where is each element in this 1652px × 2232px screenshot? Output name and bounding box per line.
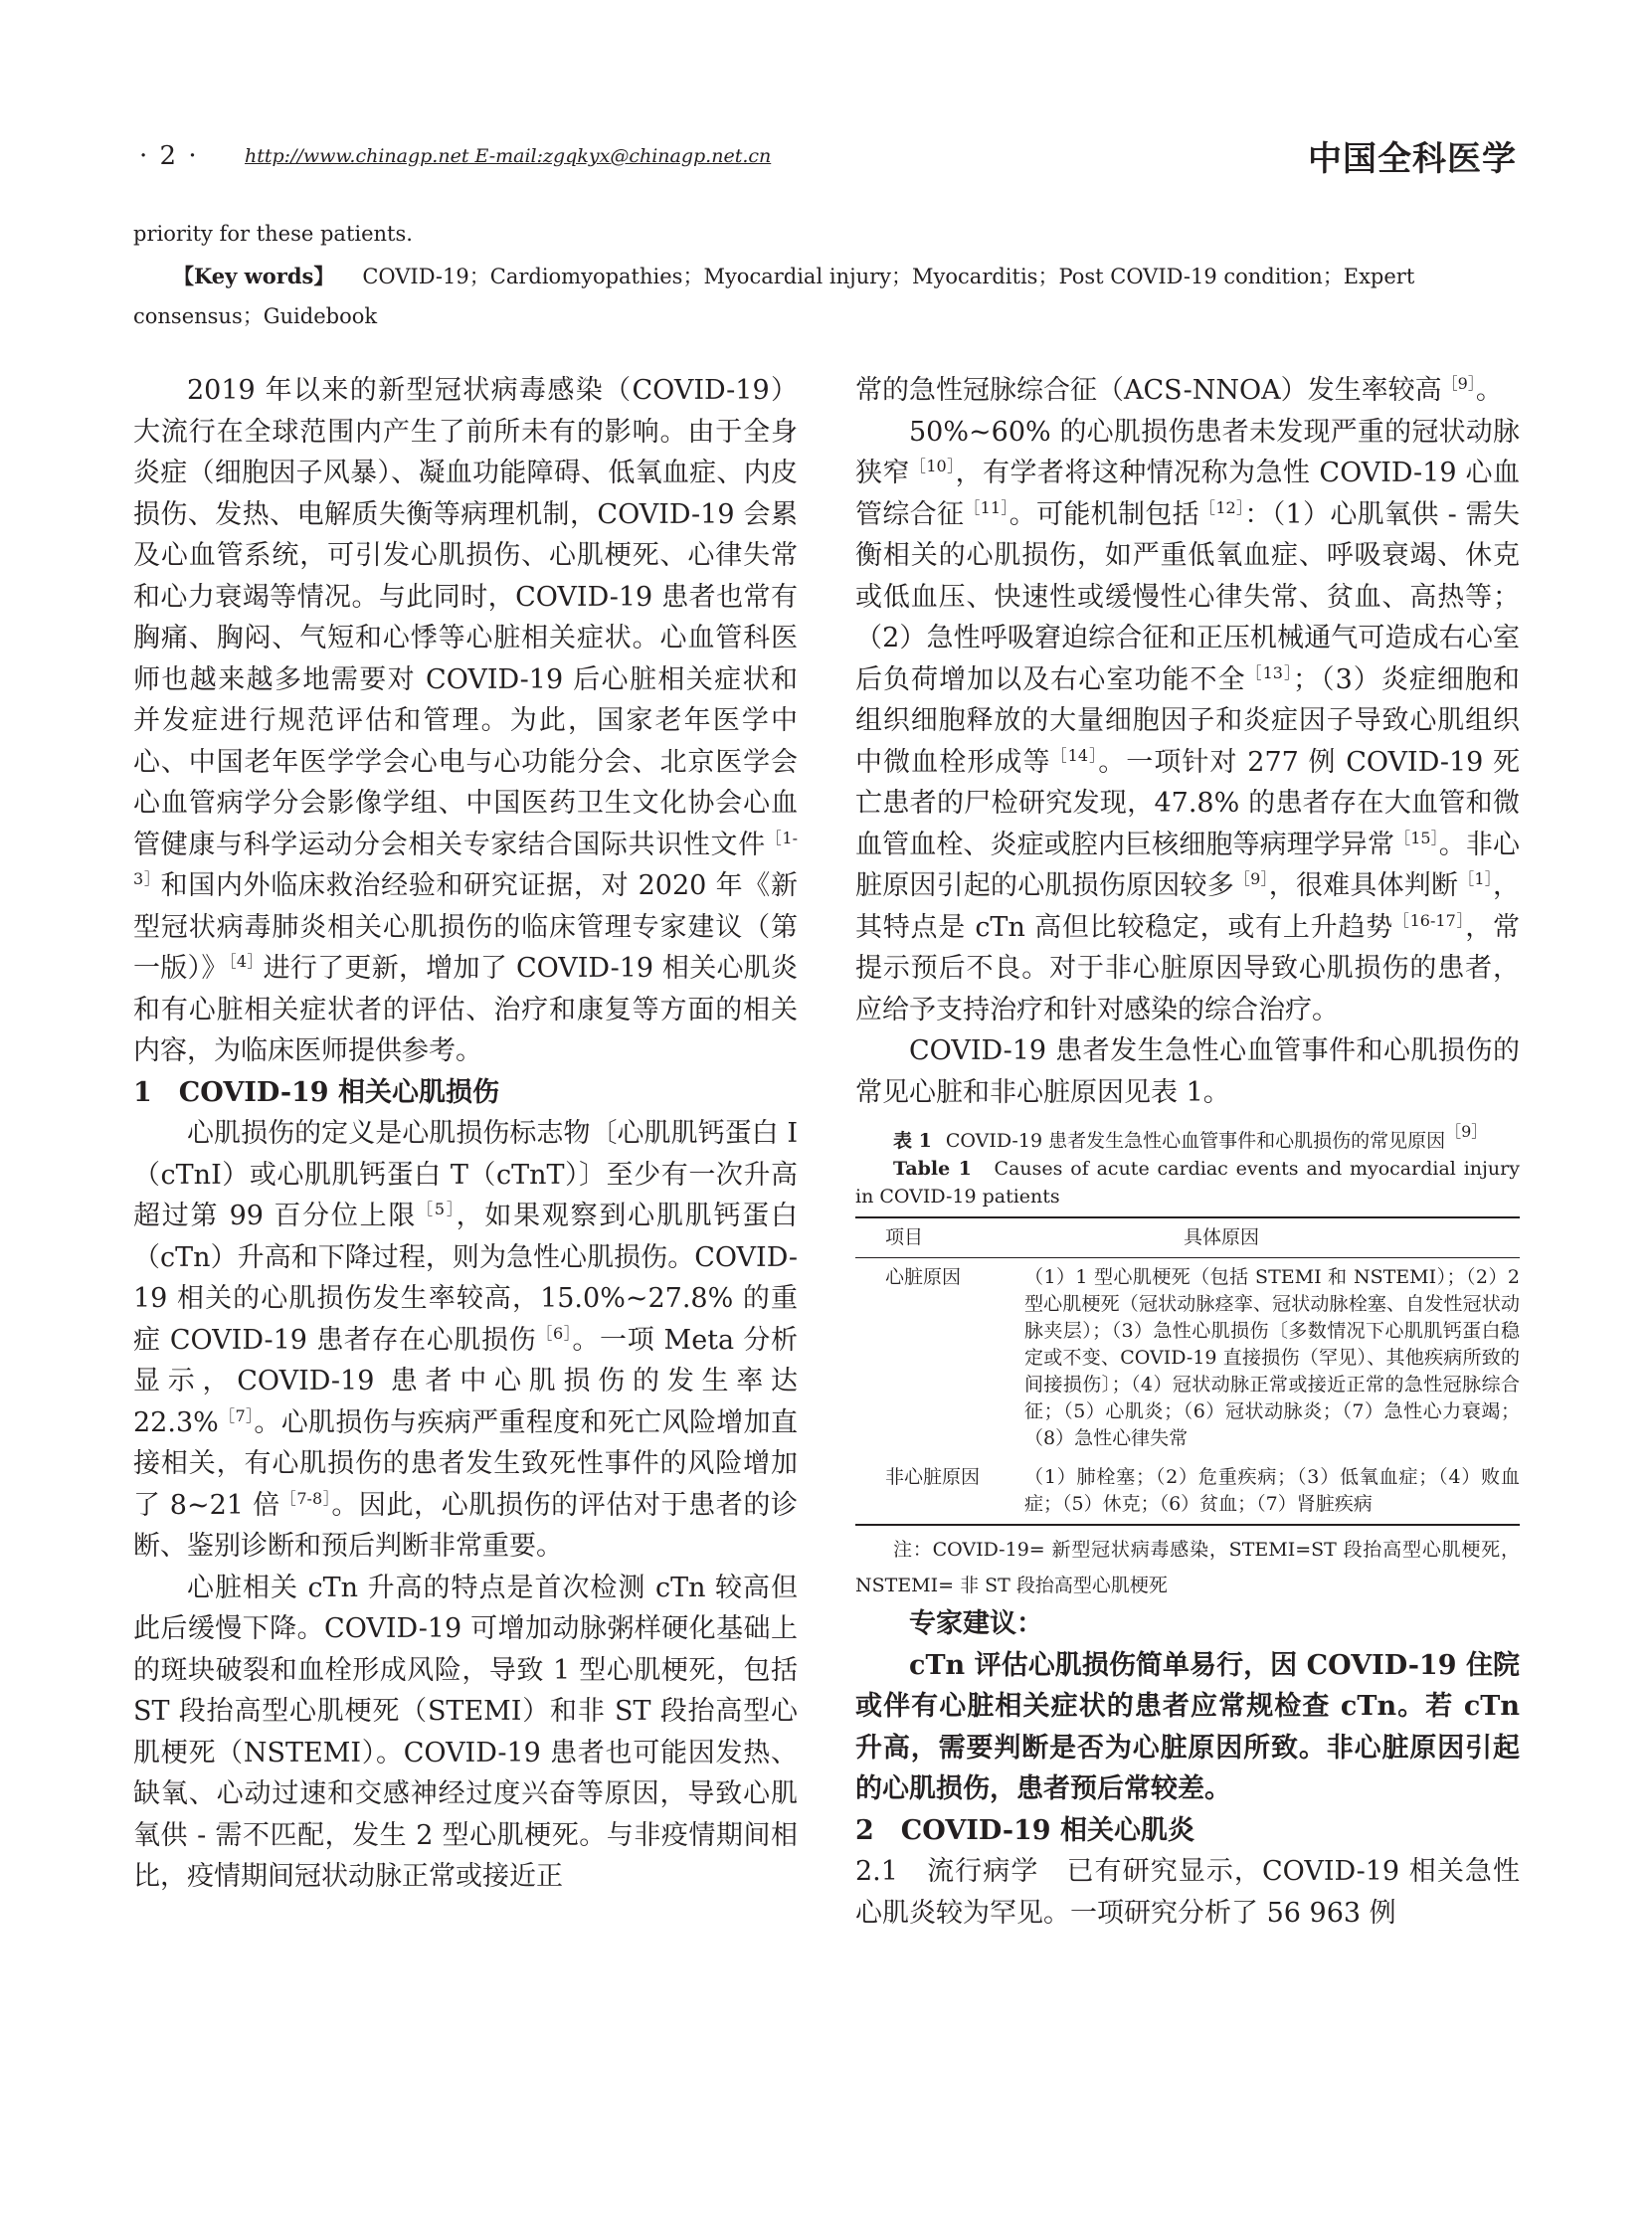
causes-table xyxy=(855,1216,1520,1526)
intro-paragraph: 2019 年以来的新型冠状病毒感染（COVID-19）大流行在全球范围内产生了前所未有的影响。由于全身炎症（细胞因子风暴）、凝血功能障碍、低氧血症、内皮损伤、发热、电解质失衡等病理机制，COVID-19 会累及心血管系统，可引发心肌损伤、心肌梗死、心律失常和心力衰竭等情况。与此同时，COVID-19 患者也常有胸痛、胸闷、气短和心悸等心脏相关症状。心血管科医师也越来越多地需要对 COVID-19 后心脏相关症状和并发症进行规范评估和管理。为此，国家老年医学中心、中国老年医学学会心电与心功能分会、北京医学会心血管病学分会影像学组、中国医药卫生文化协会心血管健康与科学运动分会相关专家结合国际共识性文件$^{[1-3]}$和国内外临床救治经验和研究证据，对 2020 年《新型冠状病毒肺炎相关心肌损伤的临床管理专家建议（第一版）》$^{[4]}$进行了更新，增加了 COVID-19 相关心肌炎和有心脏相关症状者的评估、治疗和康复等方面的相关内容，为临床医师提供参考。 xyxy=(133,375,799,1066)
citation: ［15］ xyxy=(1394,828,1439,847)
body-paragraph: 心脏相关 cTn 升高的特点是首次检测 cTn 较高但此后缓慢下降。COVID-19 可增加动脉粥样硬化基础上的斑块破裂和血栓形成风险，导致 1 型心肌梗死，包括 ST 段抬高型心肌梗死（STEMI）和非 ST 段抬高型心肌梗死（NSTEMI）。COVID-19 患者也可能因发热、缺氧、心动过速和交感神经过度兴奋等原因，导致心肌氧供 - 需不匹配，发生 2 型心肌梗死。与非疫情期间相比，疫情期间冠状动脉正常或接近正 xyxy=(133,1572,798,1892)
column-header-cause: 具体原因 xyxy=(1024,1217,1520,1258)
citation: ［5］ xyxy=(417,1200,457,1218)
body-paragraph: 2.1 流行病学 已有研究显示，COVID-19 相关急性心肌炎较为罕见。一项研究分析了 56 963 例 xyxy=(855,1856,1520,1929)
right-column xyxy=(855,370,1520,1934)
citation: ［10］ xyxy=(909,457,956,475)
table-caption-en: Table 1 Causes of acute cardiac events and myocardial injury in COVID-19 patients xyxy=(855,1158,1520,1208)
citation: ［6］ xyxy=(536,1323,573,1343)
citation: ［16-17］ xyxy=(1392,910,1466,930)
table-row xyxy=(855,1458,1520,1525)
citation: ［9］ xyxy=(1445,1122,1488,1141)
citation: ［14］ xyxy=(1050,745,1099,765)
abstract-tail: priority for these patients. xyxy=(133,222,413,246)
table-caption-cn: 表 1 COVID-19 患者发生急性心血管事件和心肌损伤的常见原因$^{[9]}$ xyxy=(893,1122,1488,1152)
keywords-label: 【Key words】 xyxy=(173,264,335,288)
table-header-row xyxy=(855,1217,1520,1258)
keywords xyxy=(133,257,1521,336)
citation: ［4］ xyxy=(228,952,264,971)
table-cell-item: 非心脏原因 xyxy=(855,1458,1024,1525)
table-cell-cause: （1）肺栓塞；（2）危重疾病；（3）低氧血症；（4）败血症；（5）休克；（6）贫血；（7）肾脏疾病 xyxy=(1024,1458,1520,1525)
body-paragraph: 常的急性冠脉综合征（ACS-NNOA）发生率较高$^{[9]}$。 xyxy=(855,374,1503,406)
body-paragraph: COVID-19 患者发生急性心血管事件和心肌损伤的常见心脏和非心脏原因见表 1。 xyxy=(855,1035,1520,1108)
citation: ［9］ xyxy=(1441,374,1476,393)
journal-name: 中国全科医学 xyxy=(1308,139,1517,179)
citation: ［1-3］ xyxy=(133,828,798,888)
table-row xyxy=(855,1258,1520,1459)
citation: ［1］ xyxy=(1458,869,1494,888)
table-1 xyxy=(855,1122,1520,1603)
column-header-item: 项目 xyxy=(855,1217,1024,1258)
expert-recommendation-title: 专家建议： xyxy=(909,1608,1043,1639)
expert-recommendation-text: cTn 评估心肌损伤简单易行，因 COVID-19 住院或伴有心脏相关症状的患者应常规检查 cTn。若 cTn 升高，需要判断是否为心脏原因所致。非心脏原因引起的心肌损伤，患者预后常较差。 xyxy=(855,1649,1520,1804)
page-header xyxy=(139,135,1517,179)
citation: ［9］ xyxy=(1233,869,1269,888)
section-heading-1: 1 COVID-19 相关心肌损伤 xyxy=(133,1076,499,1108)
page-number: · 2 · xyxy=(139,141,199,171)
table-cell-cause: （1）1 型心肌梗死（包括 STEMI 和 NSTEMI）；（2）2 型心肌梗死（冠状动脉痉挛、冠状动脉栓塞、自发性冠状动脉夹层）；（3）急性心肌损伤〔多数情况下心肌肌钙蛋白稳定或不变、COVID-19 直接损伤（罕见）、其他疾病所致的间接损伤〕；（4）冠状动脉正常或接近正常的急性冠脉综合征；（5）心肌炎；（6）冠状动脉炎；（7）急性心力衰竭；（8）急性心律失常 xyxy=(1024,1266,1520,1449)
body-paragraph: 心肌损伤的定义是心肌损伤标志物〔心肌肌钙蛋白 I（cTnI）或心肌肌钙蛋白 T（cTnT）〕至少有一次升高超过第 99 百分位上限$^{[5]}$，如果观察到心肌肌钙蛋白（cTn）升高和下降过程，则为急性心肌损伤。COVID-19 相关的心肌损伤发生率较高，15.0%~27.8% 的重症 COVID-19 患者存在心肌损伤$^{[6]}$。一项 Meta 分析显示，COVID-19 患者中心肌损伤的发生率达 22.3%$^{[7]}$。心肌损伤与疾病严重程度和死亡风险增加直接相关，有心肌损伤的患者发生致死性事件的风险增加了 8~21 倍$^{[7-8]}$。因此，心肌损伤的评估对于患者的诊断、鉴别诊断和预后判断非常重要。 xyxy=(133,1118,798,1562)
left-column xyxy=(133,370,798,1898)
citation: ［7-8］ xyxy=(279,1488,332,1508)
table-note: 注：COVID-19= 新型冠状病毒感染，STEMI=ST 段抬高型心肌梗死，NSTEMI= 非 ST 段抬高型心肌梗死 xyxy=(855,1539,1520,1596)
section-heading-2: 2 COVID-19 相关心肌炎 xyxy=(855,1814,1194,1846)
citation: ［11］ xyxy=(964,497,1010,517)
citation: ［13］ xyxy=(1245,662,1294,682)
citation: ［7］ xyxy=(218,1405,255,1425)
table-cell-item: 心脏原因 xyxy=(885,1266,962,1288)
citation: ［12］ xyxy=(1199,497,1245,517)
body-paragraph: 50%~60% 的心肌损伤患者未发现严重的冠状动脉狭窄$^{[10]}$，有学者将这种情况称为急性 COVID-19 心血管综合征$^{[11]}$。可能机制包括$^{[12]}$：（1）心肌氧供 - 需失衡相关的心肌损伤，如严重低氧血症、呼吸衰竭、休克或低血压、快速性或缓慢性心律失常、贫血、高热等；（2）急性呼吸窘迫综合征和正压机械通气可造成右心室后负荷增加以及右心室功能不全$^{[13]}$；（3）炎症细胞和组织细胞释放的大量细胞因子和炎症因子导致心肌组织中微血栓形成等$^{[14]}$。一项针对 277 例 COVID-19 死亡患者的尸检研究发现，47.8% 的患者存在大血管和微血管血栓、炎症或腔内巨核细胞等病理学异常$^{[15]}$。非心脏原因引起的心肌损伤原因较多$^{[9]}$，很难具体判断$^{[1]}$，其特点是 cTn 高但比较稳定，或有上升趋势$^{[16-17]}$，常提示预后不良。对于非心脏原因导致心肌损伤的患者，应给予支持治疗和针对感染的综合治疗。 xyxy=(855,416,1521,1025)
keywords-text: COVID-19；Cardiomyopathies；Myocardial injury；Myocarditis；Post COVID-19 condition；Expert consensus；Guidebook xyxy=(133,265,1415,328)
journal-url-line[interactable]: http://www.chinagp.net E-mail:zgqkyx@chinagp.net.cn xyxy=(245,145,772,167)
